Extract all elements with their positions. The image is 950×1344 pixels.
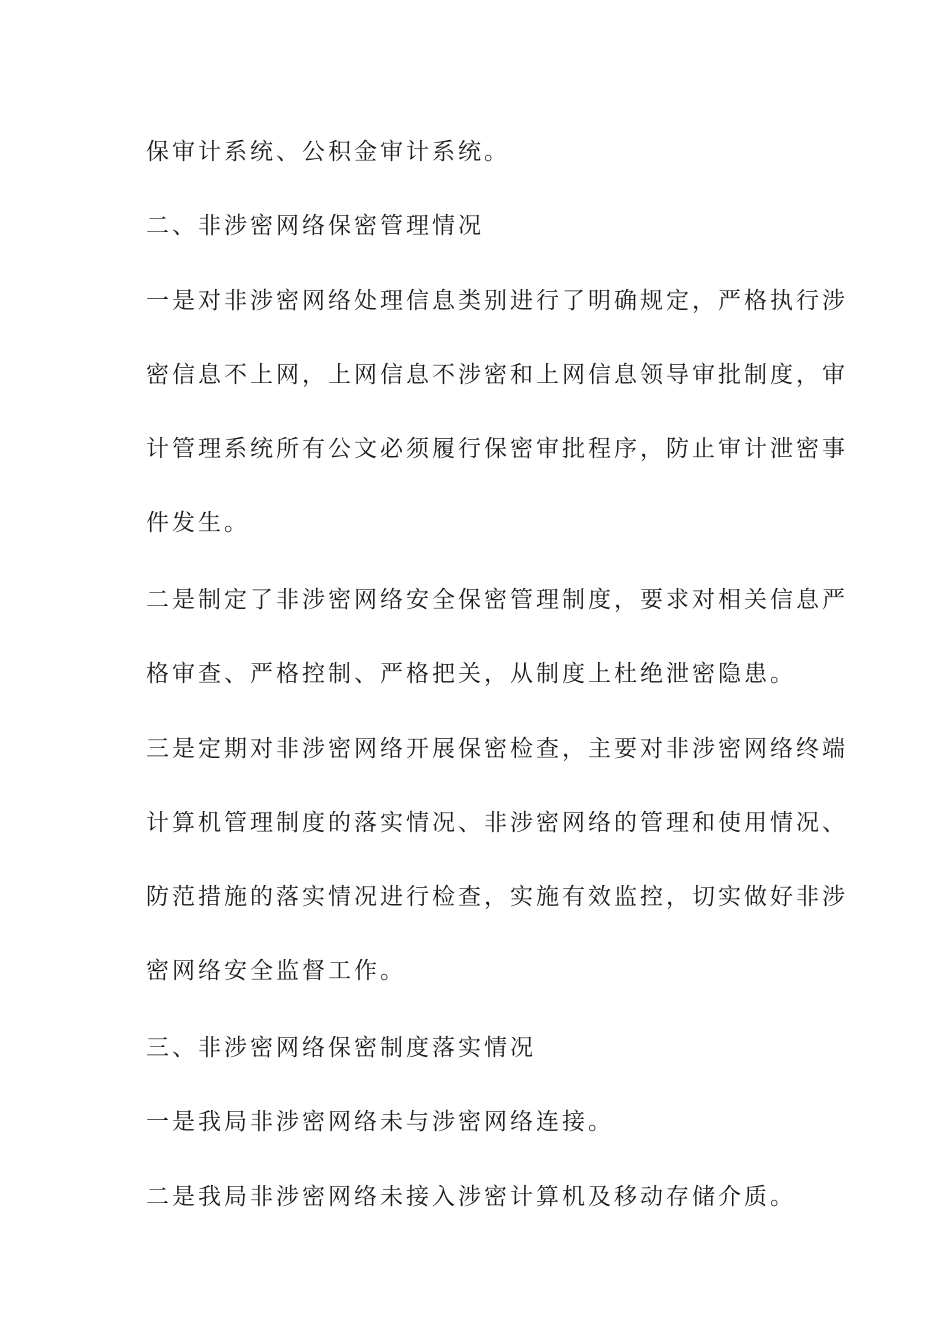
paragraph-4	[146, 563, 848, 711]
text-line: 二是我局非涉密网络未接入涉密计算机及移动存储介质。	[146, 1184, 796, 1210]
text-line: 件发生。	[146, 510, 250, 536]
text-line: 一是对非涉密网络处理信息类别进行了明确规定，严格执行涉	[146, 288, 848, 314]
text-line: 计管理系统所有公文必须履行保密审批程序，防止审计泄密事	[146, 436, 848, 462]
paragraph-8	[146, 1160, 806, 1234]
section-heading-2	[146, 189, 806, 263]
text-line: 三是定期对非涉密网络开展保密检查，主要对非涉密网络终端	[146, 736, 848, 762]
paragraph-5	[146, 712, 848, 1008]
paragraph-3	[146, 264, 848, 560]
text-line: 格审查、严格控制、严格把关，从制度上杜绝泄密隐患。	[146, 661, 796, 687]
text-line: 三、非涉密网络保密制度落实情况	[146, 1035, 536, 1061]
text-line: 保审计系统、公积金审计系统。	[146, 139, 510, 165]
text-line: 防范措施的落实情况进行检查，实施有效监控，切实做好非涉	[146, 884, 848, 910]
text-line: 密信息不上网，上网信息不涉密和上网信息领导审批制度，审	[146, 362, 848, 388]
text-line: 密网络安全监督工作。	[146, 958, 406, 984]
text-line: 计算机管理制度的落实情况、非涉密网络的管理和使用情况、	[146, 810, 848, 836]
text-line: 二、非涉密网络保密管理情况	[146, 213, 484, 239]
text-line: 二是制定了非涉密网络安全保密管理制度，要求对相关信息严	[146, 587, 848, 613]
section-heading-3	[146, 1011, 806, 1085]
paragraph-7	[146, 1085, 806, 1159]
paragraph-1	[146, 115, 806, 189]
text-line: 一是我局非涉密网络未与涉密网络连接。	[146, 1109, 614, 1135]
